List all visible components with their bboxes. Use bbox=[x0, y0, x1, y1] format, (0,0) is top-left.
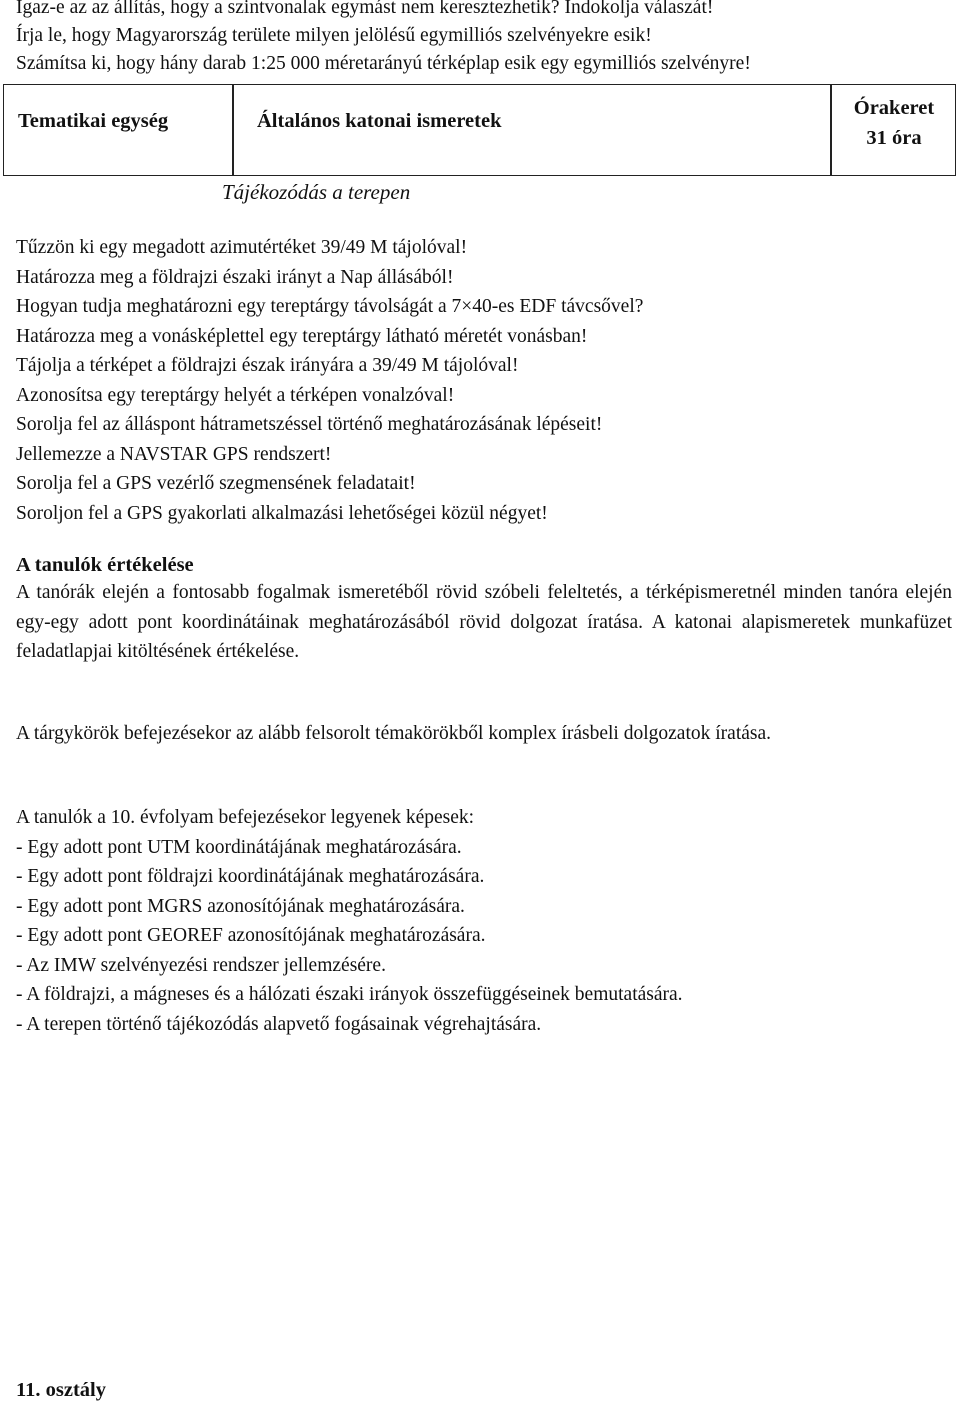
list-item: - A terepen történő tájékozódás alapvető fogásainak végrehajtására. bbox=[16, 1013, 542, 1035]
unit-title: Általános katonai ismeretek bbox=[257, 110, 502, 132]
assessment-paragraph: A tárgykörök befejezésekor az alább felsorolt témakörökből komplex írásbeli dolgozatok íratása. bbox=[16, 723, 772, 744]
list-item: Hogyan tudja meghatározni egy tereptárgy távolságát a 7×40-es EDF távcsővel? bbox=[16, 296, 644, 317]
list-item: - Egy adott pont földrajzi koordinátájának meghatározására. bbox=[16, 866, 485, 887]
list-item: Azonosítsa egy tereptárgy helyét a térképen vonalzóval! bbox=[16, 384, 455, 406]
list-item: - Egy adott pont GEOREF azonosítójának meghatározására. bbox=[16, 925, 486, 946]
question-list bbox=[16, 234, 643, 529]
top-question-list bbox=[16, 0, 751, 78]
list-item: Tűzzön ki egy megadott azimutértéket 39/49 M tájolóval! bbox=[16, 237, 468, 258]
list-item: Írja le, hogy Magyarország területe milyen jelölésű egymilliós szelvényekre esik! bbox=[16, 25, 652, 46]
list-item: Sorolja fel az álláspont hátrametszéssel történő meghatározásának lépéseit! bbox=[16, 414, 603, 435]
list-item: - Egy adott pont UTM koordinátájának meghatározására. bbox=[16, 836, 462, 858]
list-item: Határozza meg a földrajzi északi irányt a Nap állásából! bbox=[16, 266, 454, 288]
list-item: Határozza meg a vonásképlettel egy tereptárgy látható méretét vonásban! bbox=[16, 325, 588, 347]
unit-label: Tematikai egység bbox=[18, 110, 169, 132]
evaluation-heading: A tanulók értékelése bbox=[16, 554, 194, 576]
unit-table bbox=[3, 84, 956, 176]
hours-value: 31 óra bbox=[866, 127, 922, 149]
outcomes-list bbox=[16, 804, 683, 1040]
list-item: Tájolja a térképet a földrajzi észak irányára a 39/49 M tájolóval! bbox=[16, 355, 519, 376]
list-item: - A földrajzi, a mágneses és a hálózati északi irányok összefüggéseinek bemutatására. bbox=[16, 984, 683, 1005]
list-item: Soroljon fel a GPS gyakorlati alkalmazási lehetőségei közül négyet! bbox=[16, 502, 548, 524]
evaluation-paragraph: A tanórák elején a fontosabb fogalmak ismeretéből rövid szóbeli feleltetés, a térképismeretnél minden tanóra elején egy-egy adott pont koordinátáinak meghatározásából rövid dolgozat íratása. A katonai alapismeretek munkafüzet feladatlapjai kitöltésének értékelése. bbox=[16, 582, 952, 662]
list-item: - Az IMW szelvényezési rendszer jellemzésére. bbox=[16, 954, 386, 976]
list-item: - Egy adott pont MGRS azonosítójának meghatározására. bbox=[16, 895, 465, 917]
hours-label: Órakeret bbox=[853, 97, 935, 119]
section-subtitle: Tájékozódás a terepen bbox=[222, 180, 411, 204]
table-divider bbox=[232, 85, 234, 175]
hours-cell bbox=[832, 93, 956, 153]
list-item: Sorolja fel a GPS vezérlő szegmensének feladatait! bbox=[16, 473, 416, 494]
list-item: Számítsa ki, hogy hány darab 1:25 000 méretarányú térképlap esik egy egymilliós szelvényre! bbox=[16, 53, 751, 74]
list-item: Igaz-e az az állítás, hogy a szintvonalak egymást nem keresztezhetik? Indokolja válaszát! bbox=[16, 0, 714, 18]
outcomes-intro: A tanulók a 10. évfolyam befejezésekor legyenek képesek: bbox=[16, 807, 475, 828]
list-item: Jellemezze a NAVSTAR GPS rendszert! bbox=[16, 443, 332, 465]
grade-footer: 11. osztály bbox=[16, 1379, 106, 1401]
